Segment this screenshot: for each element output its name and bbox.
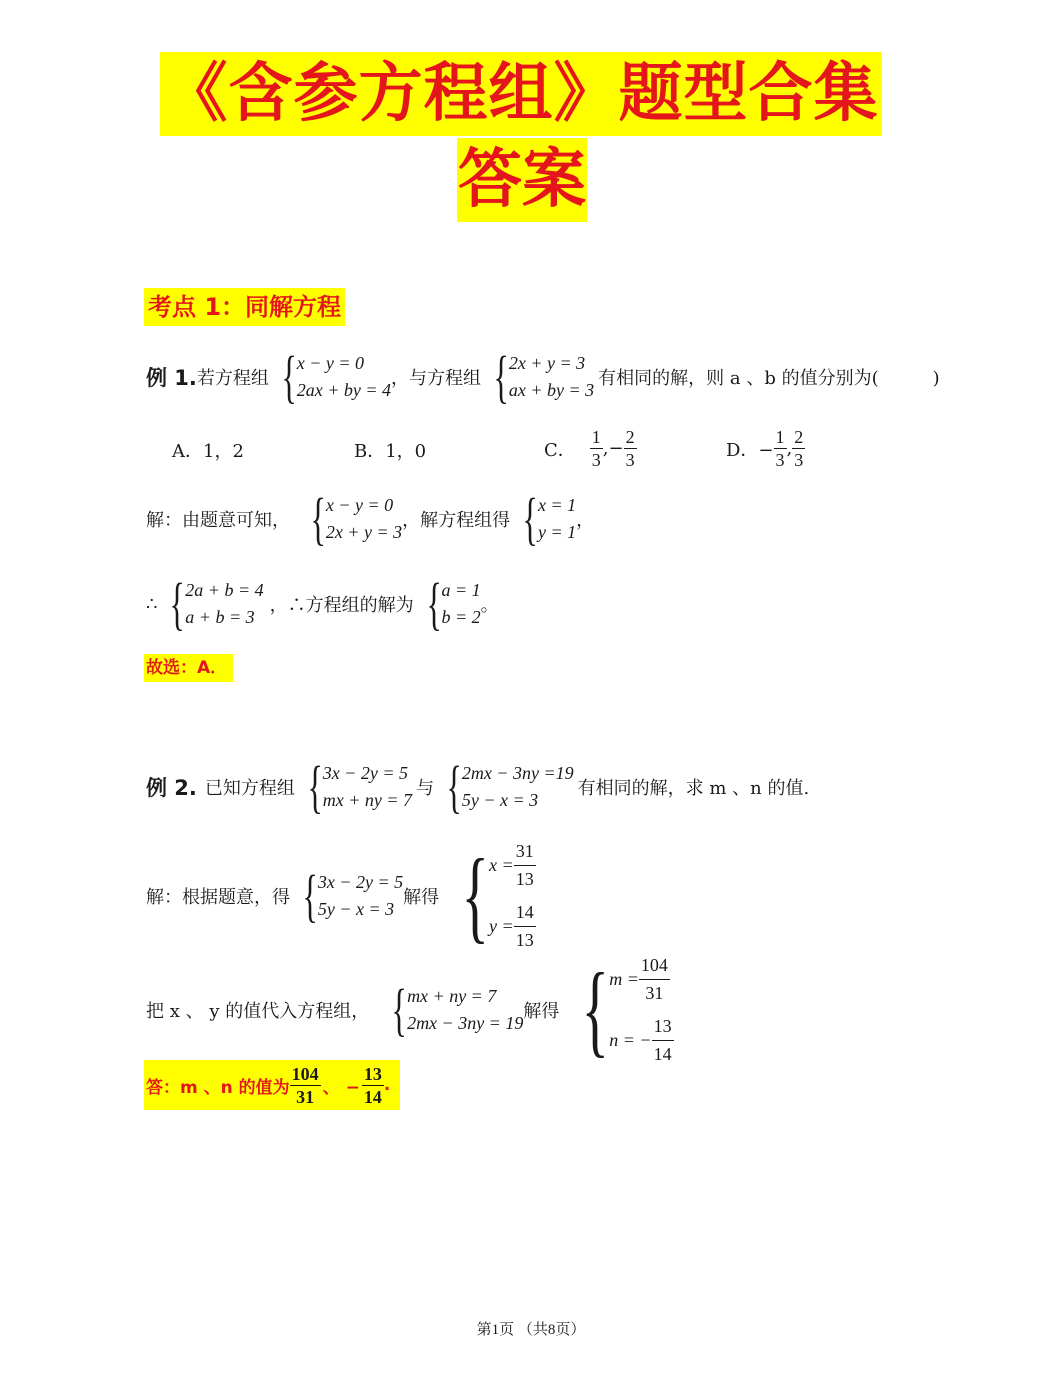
example2-answer: 答：m 、n 的值为 $\frac{104}{31}$ 、 − $\frac{13}{14}$ . [144,1060,400,1110]
section-heading: 考点 1：同解方程 [144,288,345,326]
equation-system: { m = $\frac{104}{31}$ n = − $\frac{13}{14}$ [581,952,672,1067]
equation-system: { x = 1 y = 1 [522,486,577,551]
option-d: D．− $\frac{1}{3}$ , $\frac{2}{3}$ [726,427,804,470]
example2-solution-line2: 把 x 、 y 的值代入方程组， { mx + ny = 7 2mx − 3ny = 19 解得 { m = $\frac{104}{31}$ n = − $\frac{13}{14}$ [146,952,672,1067]
example1-intro: 若方程组 [196,368,269,389]
example1-tail: 有相同的解，则 a 、b 的值分别为( ) [598,368,940,389]
example1-mid: ，与方程组 [391,368,482,389]
equation-system: { a = 1 b = 2 [426,571,481,636]
equation-system: { 2a + b = 4 a + b = 3 [169,571,264,636]
document-title-line2: 答案 [457,138,587,222]
example2-problem: 例 2. 已知方程组 { 3x − 2y = 5 mx + ny = 7 与 { 2mx − 3ny =19 5y − x = 3 有相同的解，求 m 、n 的值. [146,754,810,819]
example1-problem [146,344,940,409]
option-c: C． $\frac{1}{3}$ ,− $\frac{2}{3}$ [544,427,635,470]
example1-label: 例 1. [146,366,197,390]
equation-system: { x − y = 0 2x + y = 3 [310,486,403,551]
equation-system: { x = $\frac{31}{13}$ y = $\frac{14}{13}$ [461,838,534,953]
example2-solution-line1: 解：根据题意，得 { 3x − 2y = 5 5y − x = 3 解得 { x = $\frac{31}{13}$ y = $\frac{14}{13}$ [146,838,534,953]
option-a: A．1，2 [172,441,244,462]
example1-solution-line1: 解：由题意可知， { x − y = 0 2x + y = 3 ，解方程组得 { x = 1 y = 1 ， [146,486,595,551]
equation-system: { mx + ny = 7 2mx − 3ny = 19 [391,977,524,1042]
example1-solution-line2: ∴ { 2a + b = 4 a + b = 3 ，∴方程组的解为 { a = 1 b = 2 。 [146,571,499,636]
example1-answer: 故选：A． [144,654,233,682]
equation-system: { x − y = 0 2ax + by = 4 [281,344,392,409]
document-title-line1: 《含参方程组》题型合集 [160,52,882,136]
page-number: 第1页 （共8页） [476,1322,586,1338]
example2-label: 例 2. [146,776,197,800]
option-b: B．1，0 [354,441,427,462]
equation-system: { 2mx − 3ny =19 5y − x = 3 [446,754,574,819]
equation-system: { 2x + y = 3 ax + by = 3 [493,344,595,409]
equation-system: { 3x − 2y = 5 mx + ny = 7 [307,754,413,819]
equation-system: { 3x − 2y = 5 5y − x = 3 [302,863,404,928]
